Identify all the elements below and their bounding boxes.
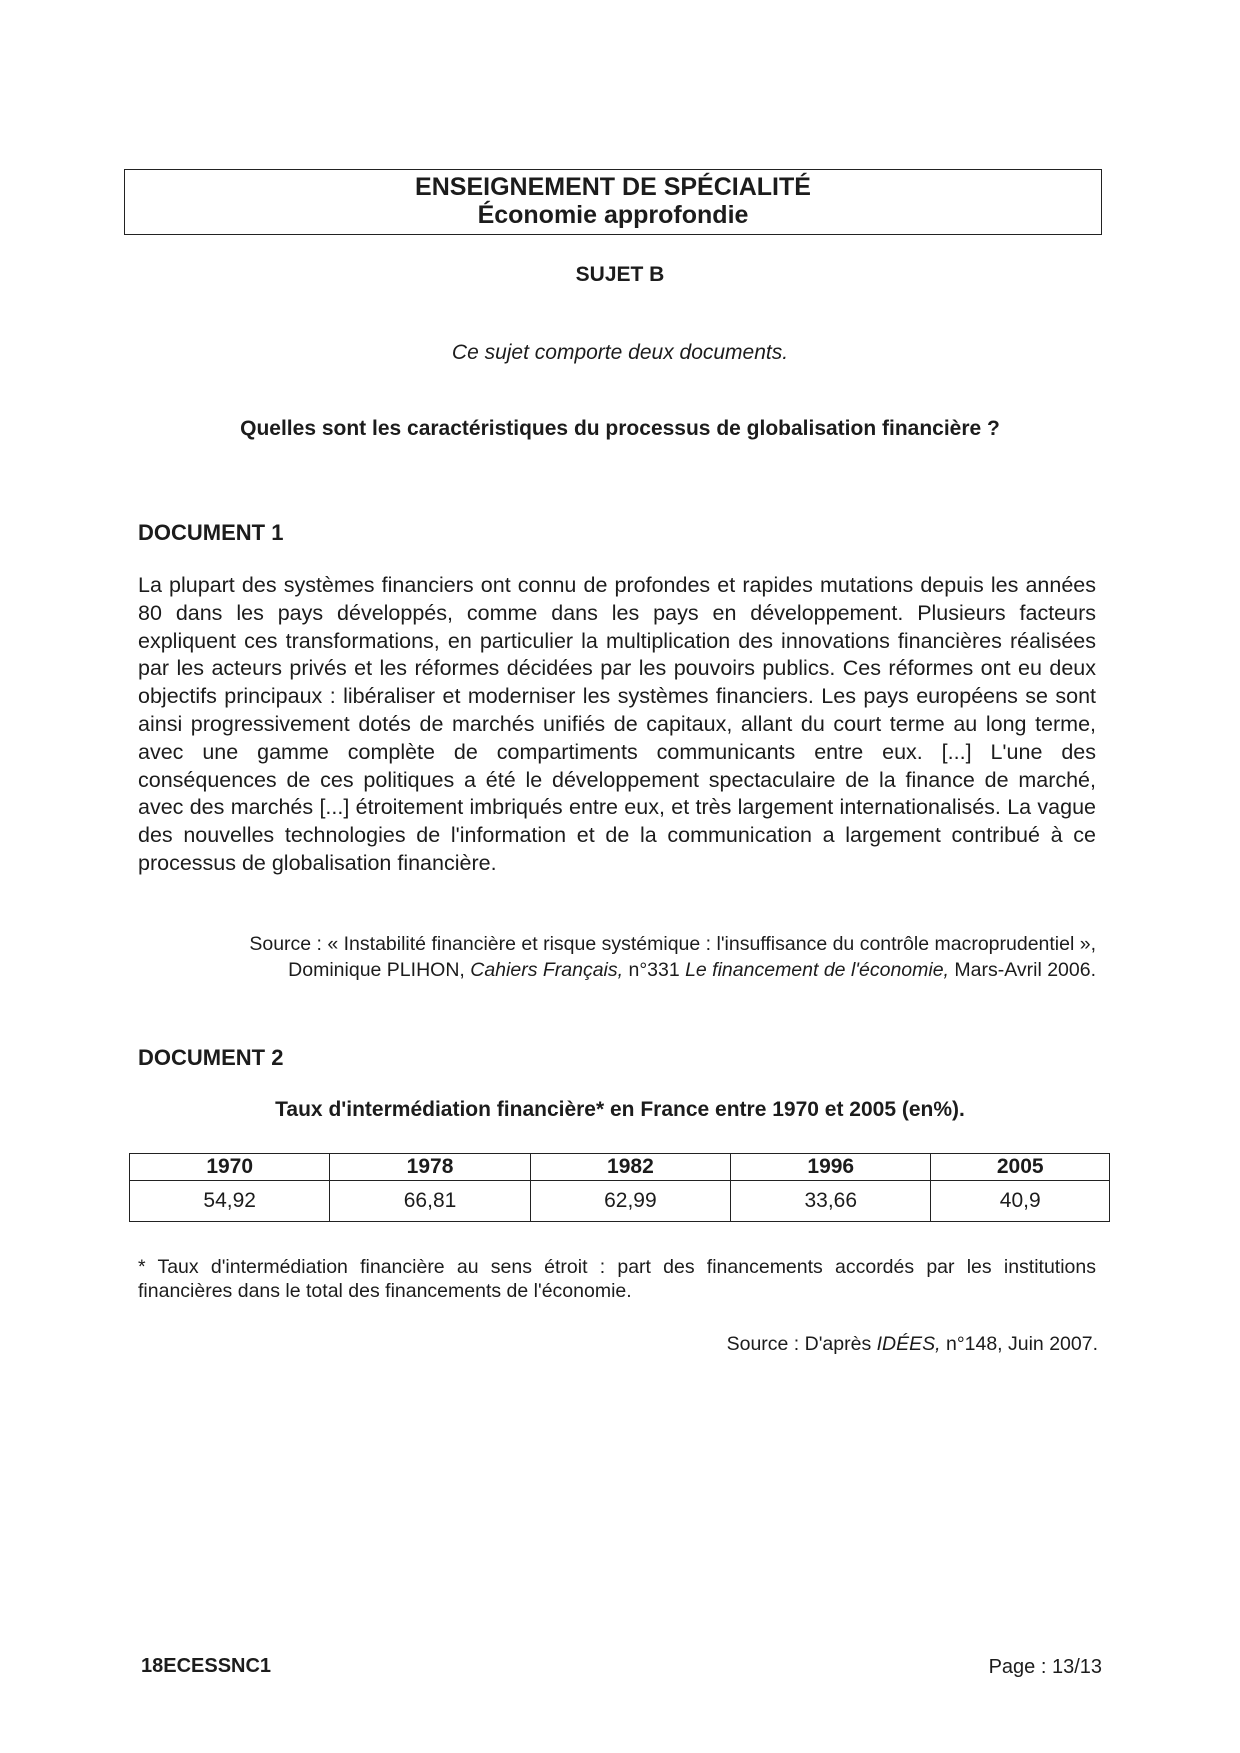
table-title: Taux d'intermédiation financière* en France entre 1970 et 2005 (en%). [275,1098,965,1121]
main-question: Quelles sont les caractéristiques du processus de globalisation financière ? [240,417,1000,440]
page-number: Page : 13/13 [988,1656,1102,1678]
document1-source [138,931,1096,983]
source-title: Le financement de l'économie, [685,959,949,981]
table-header-cell: 1982 [530,1154,730,1181]
intermediation-table [129,1153,1110,1222]
exam-code: 18ECESSNC1 [141,1655,272,1677]
source2-prefix: Source : D'après [726,1333,877,1355]
table-cell: 33,66 [731,1181,931,1222]
table-row [130,1181,1110,1222]
table-header-row [130,1154,1110,1181]
table-cell: 62,99 [530,1181,730,1222]
document1-source-line1: Source : « Instabilité financière et risque systémique : l'insuffisance du contrôle macroprudentiel », [249,933,1096,955]
header-subtitle: Économie approfondie [477,201,749,229]
source-issue: n°331 [623,959,686,981]
table-cell: 40,9 [931,1181,1110,1222]
header-box [124,169,1102,235]
table-header-cell: 1970 [130,1154,330,1181]
table-header-cell: 2005 [931,1154,1110,1181]
source-date: Mars-Avril 2006. [948,959,1096,981]
subject-intro: Ce sujet comporte deux documents. [451,341,789,364]
document2-title: DOCUMENT 2 [138,1045,284,1070]
document1-title: DOCUMENT 1 [138,520,284,545]
table-cell: 66,81 [330,1181,530,1222]
table-header-cell: 1978 [330,1154,530,1181]
table-footnote: * Taux d'intermédiation financière au sens étroit : part des financements accordés par les institutions financières dans le total des financements de l'économie. [138,1256,1096,1302]
document2-source [138,1333,1098,1356]
table-cell: 54,92 [130,1181,330,1222]
header-title: ENSEIGNEMENT DE SPÉCIALITÉ [415,173,811,201]
table-header-cell: 1996 [731,1154,931,1181]
document1-source-line2 [138,957,1096,983]
source2-rest: n°148, Juin 2007. [940,1333,1098,1355]
source-author: Dominique PLIHON, [288,959,471,981]
document1-text: La plupart des systèmes financiers ont connu de profondes et rapides mutations depuis les années 80 dans les pays développés, comme dans les pays en développement. Plusieurs facteurs expliquent ces transformations, en particulier la multiplication des innovations financières réalisées par les acteurs privés et les réformes décidées par les pouvoirs publics. Ces réformes ont eu deux objectifs principaux : libéraliser et moderniser les systèmes financiers. Les pays européens se sont ainsi progressivement dotés de marchés unifiés de capitaux, allant du court terme au long terme, avec une gamme complète de compartiments communicants entre eux. [...] L'une des conséquences de ces politiques a été le développement spectaculaire de la finance de marché, avec des marchés [...] étroitement imbriqués entre eux, et très largement internationalisés. La vague des nouvelles technologies de l'information et de la communication a largement contribué à ce processus de globalisation financière. [138,573,1096,875]
source-journal: Cahiers Français, [470,959,624,981]
source2-journal: IDÉES, [876,1333,941,1355]
sujet-label: SUJET B [575,263,665,286]
